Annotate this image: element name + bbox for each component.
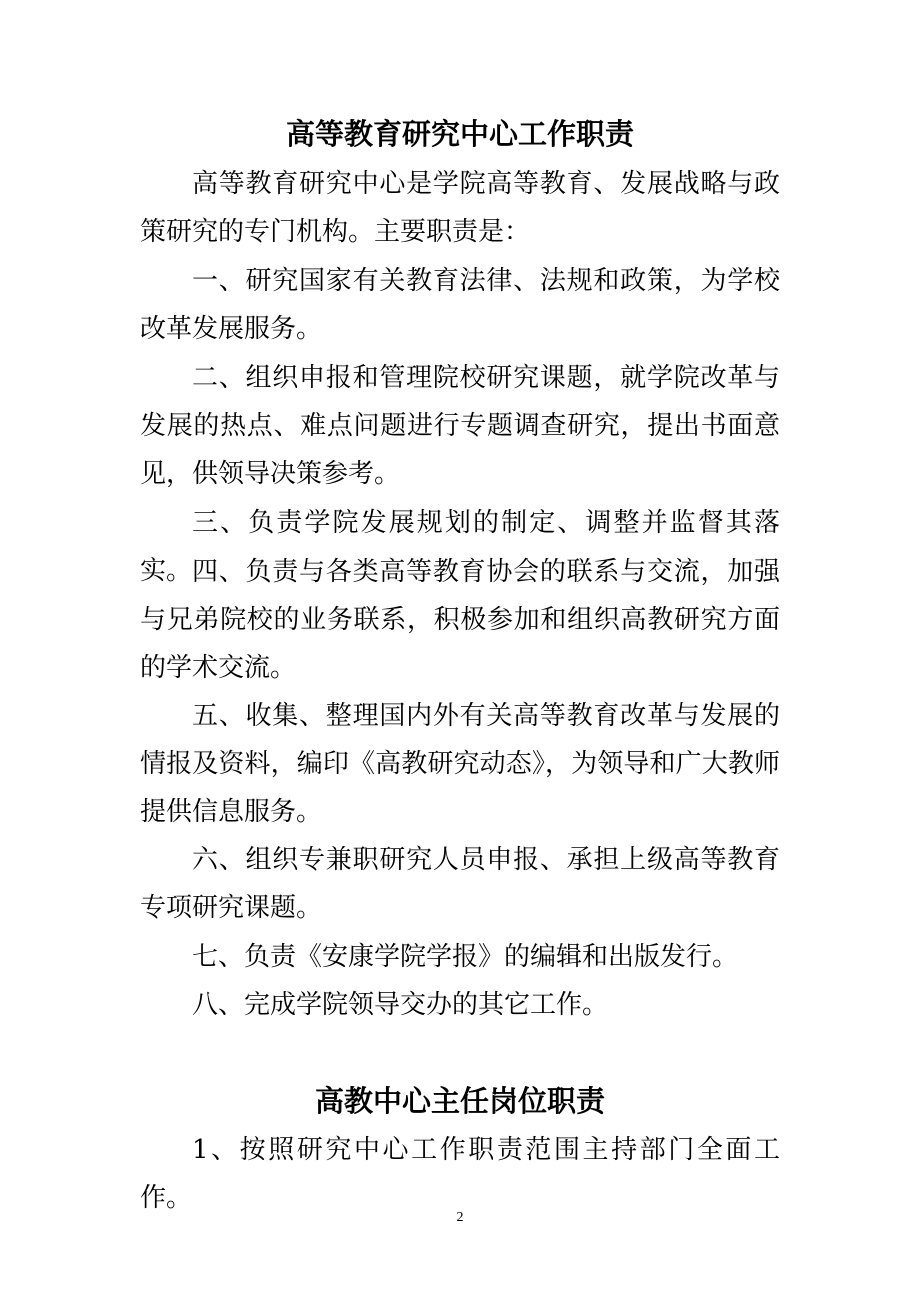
duty-item-7: 七、负责《安康学院学报》的编辑和出版发行。 [192, 942, 739, 972]
duty-item-3: 三、负责学院发展规划的制定、调整并监督其落实。 [140, 508, 780, 586]
duty-item-8: 八、完成学院领导交办的其它工作。 [192, 990, 609, 1020]
duty-item-1: 一、研究国家有关教育法律、法规和政策，为学校改革发展服务。 [140, 266, 780, 344]
section1-title: 高等教育研究中心工作职责 [285, 117, 634, 151]
duty-item-4: 四、负责与各类高等教育协会的联系与交流，加强与兄弟院校的业务联系，积极参加和组织高教研究方面的学术交流。 [140, 557, 780, 683]
page-number: 2 [456, 1210, 464, 1225]
director-duty-item-1: 1、按照研究中心工作职责范围主持部门全面工作。 [140, 1135, 780, 1213]
section2-title: 高教中心主任岗位职责 [314, 1084, 605, 1118]
duty-item-6: 六、组织专兼职研究人员申报、承担上级高等教育专项研究课题。 [140, 845, 780, 923]
section1-intro: 高等教育研究中心是学院高等教育、发展战略与政策研究的专门机构。主要职责是： [140, 169, 780, 247]
duty-item-2: 二、组织申报和管理院校研究课题，就学院改革与发展的热点、难点问题进行专题调查研究，提出书面意见，供领导决策参考。 [140, 363, 780, 489]
duty-item-5: 五、收集、整理国内外有关高等教育改革与发展的情报及资料，编印《高教研究动态》，为领导和广大教师提供信息服务。 [140, 701, 780, 827]
